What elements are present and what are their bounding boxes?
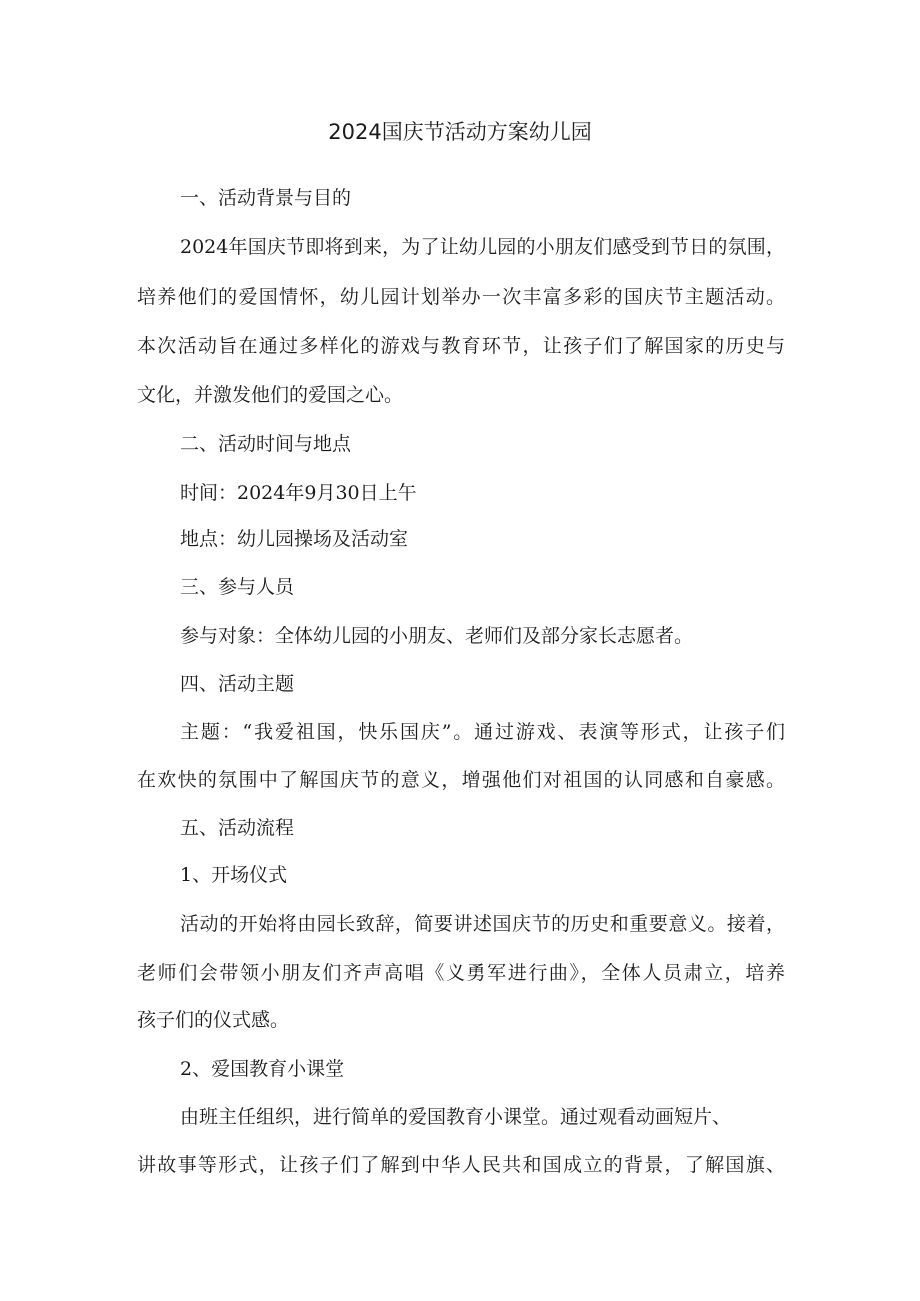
- section-heading-process: 五、活动流程: [180, 817, 295, 839]
- paragraph-line: 培养他们的爱国情怀，幼儿园计划举办一次丰富多彩的国庆节主题活动。: [137, 286, 785, 308]
- paragraph-line: 讲故事等形式，让孩子们了解到中华人民共和国成立的背景，了解国旗、: [137, 1154, 785, 1176]
- paragraph-line: 孩子们的仪式感。: [137, 1009, 290, 1031]
- paragraph-line: 本次活动旨在通过多样化的游戏与教育环节，让孩子们了解国家的历史与: [137, 335, 785, 357]
- paragraph-line: 文化，并激发他们的爱国之心。: [137, 384, 404, 406]
- paragraph-line: 活动的开始将由园长致辞，简要讲述国庆节的历史和重要意义。接着，: [180, 913, 785, 935]
- section-heading-participants: 三、参与人员: [180, 576, 295, 598]
- paragraph-line: 在欢快的氛围中了解国庆节的意义，增强他们对祖国的认同感和自豪感。: [137, 769, 785, 791]
- document-title: 2024国庆节活动方案幼儿园: [328, 120, 592, 144]
- section-heading-time-place: 二、活动时间与地点: [180, 433, 352, 455]
- paragraph-line: 主题：“我爱祖国，快乐国庆”。通过游戏、表演等形式，让孩子们: [180, 721, 785, 743]
- subsection-heading-patriotic-class: 2、爱国教育小课堂: [180, 1058, 345, 1080]
- section-heading-background: 一、活动背景与目的: [180, 187, 352, 209]
- time-line: 时间：2024年9月30日上午: [180, 482, 417, 504]
- section-heading-theme: 四、活动主题: [180, 673, 295, 695]
- paragraph-line: 老师们会带领小朋友们齐声高唱《义勇军进行曲》，全体人员肃立，培养: [137, 962, 785, 984]
- paragraph-line: 2024年国庆节即将到来，为了让幼儿园的小朋友们感受到节日的氛围，: [180, 236, 785, 258]
- participants-line: 参与对象：全体幼儿园的小朋友、老师们及部分家长志愿者。: [180, 625, 694, 647]
- place-line: 地点：幼儿园操场及活动室: [180, 528, 409, 550]
- subsection-heading-opening: 1、开场仪式: [180, 864, 288, 886]
- paragraph-line: 由班主任组织，进行简单的爱国教育小课堂。通过观看动画短片、: [180, 1106, 732, 1128]
